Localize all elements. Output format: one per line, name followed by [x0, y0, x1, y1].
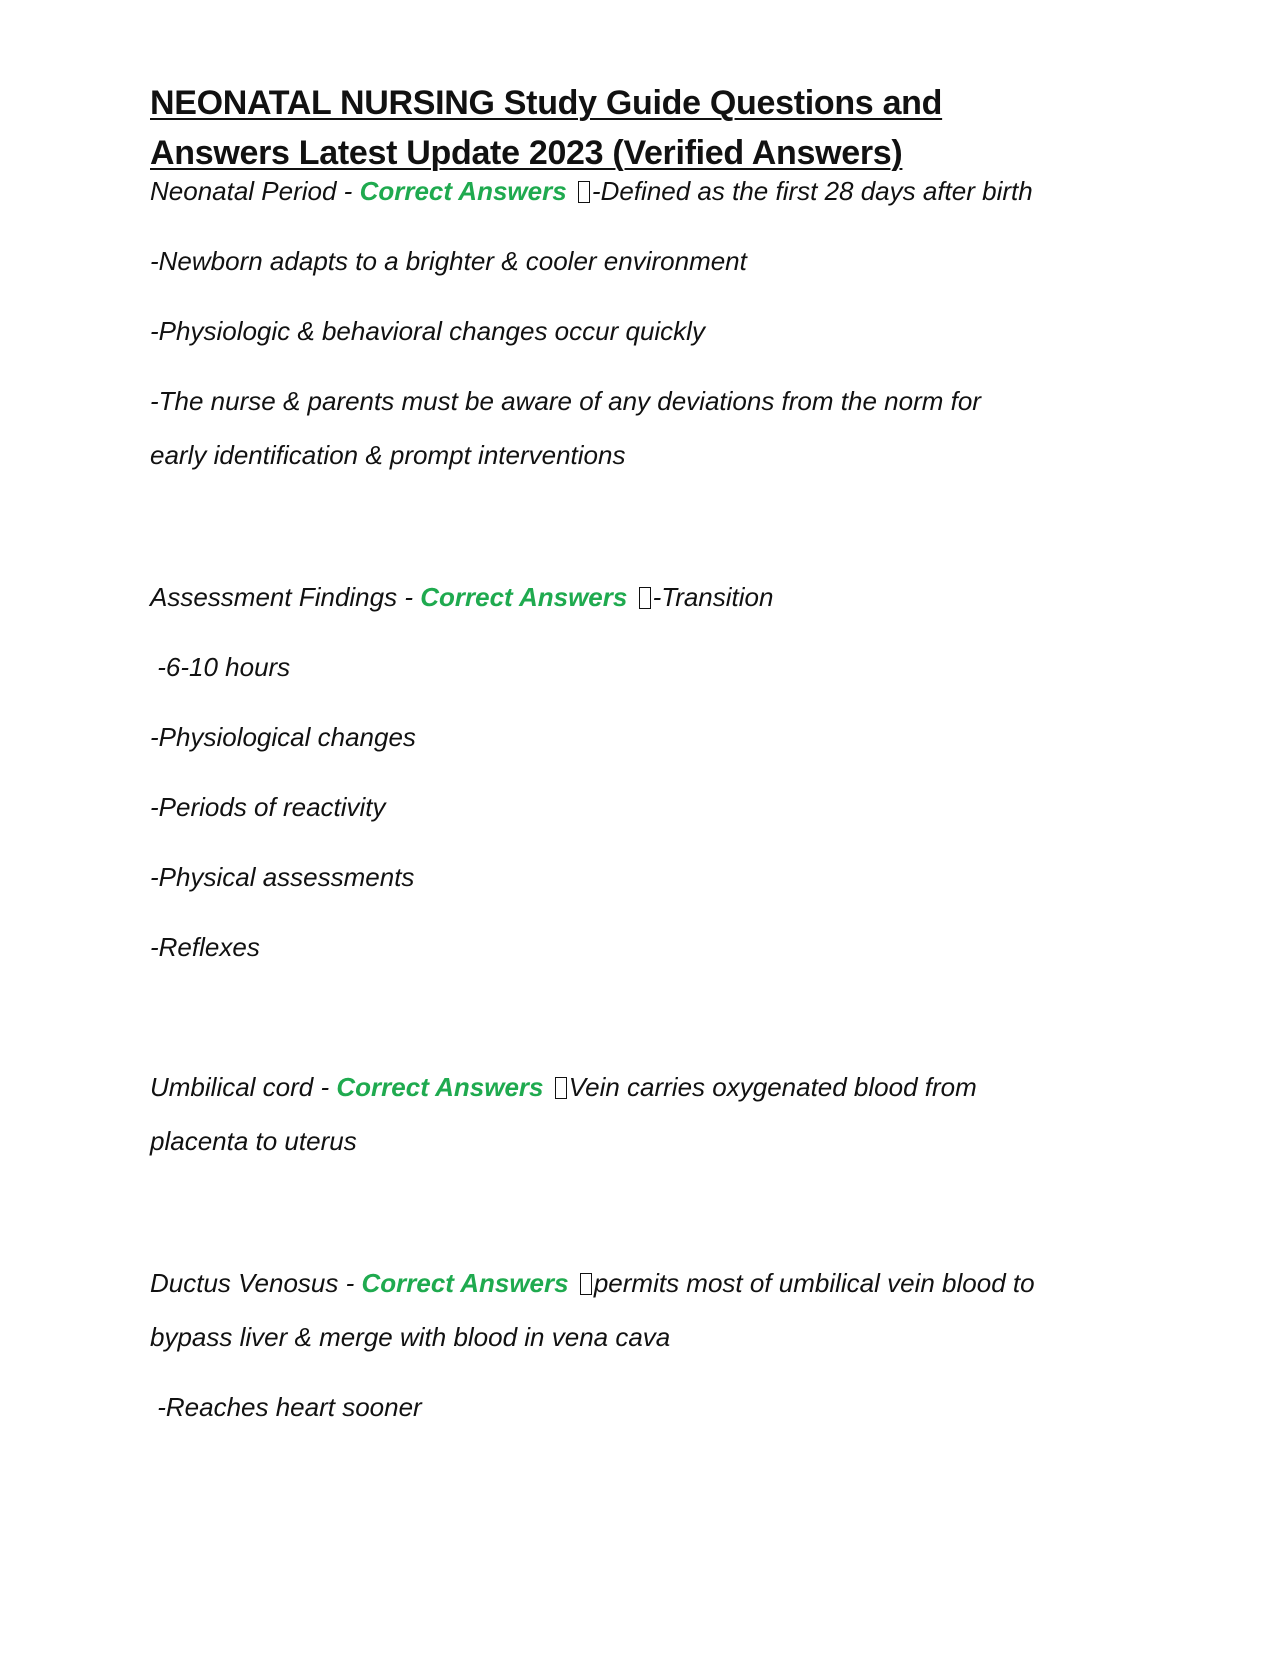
list-item: -Physiologic & behavioral changes occur quickly [150, 316, 705, 346]
answer-text: -Defined as the first 28 days after birth [591, 176, 1033, 206]
list-item: bypass liver & merge with blood in vena cava [150, 1322, 671, 1352]
term: Umbilical cord - [150, 1072, 337, 1102]
answer-text: permits most of umbilical vein blood to [593, 1268, 1035, 1298]
list-item: early identification & prompt interventions [150, 440, 626, 470]
list-item: -The nurse & parents must be aware of any deviations from the norm for [150, 386, 981, 416]
term: Assessment Findings - [150, 582, 421, 612]
correct-answers-label: Correct Answers [336, 1072, 544, 1102]
list-item: -6-10 hours [150, 652, 291, 682]
checkbox-glyph-icon [639, 587, 651, 609]
section-ductus-venosus-heading [150, 1266, 1035, 1300]
checkbox-glyph-icon [580, 1273, 592, 1295]
list-item: -Reaches heart sooner [150, 1392, 422, 1422]
correct-answers-label: Correct Answers [361, 1268, 569, 1298]
correct-answers-label: Correct Answers [420, 582, 628, 612]
document-title [150, 78, 1130, 178]
section-neonatal-period-heading [150, 174, 1033, 208]
checkbox-glyph-icon [555, 1077, 567, 1099]
document-page [150, 78, 1130, 1422]
checkbox-glyph-icon [578, 181, 590, 203]
title-line-2: Answers Latest Update 2023 (Verified Answers) [150, 134, 903, 172]
answer-text: Vein carries oxygenated blood from [568, 1072, 977, 1102]
title-line-1: NEONATAL NURSING Study Guide Questions and [150, 84, 943, 122]
section-assessment-findings-heading [150, 580, 773, 614]
correct-answers-label: Correct Answers [359, 176, 567, 206]
list-item: -Reflexes [150, 932, 260, 962]
list-item: -Physiological changes [150, 722, 416, 752]
term: Neonatal Period - [150, 176, 360, 206]
list-item: placenta to uterus [150, 1126, 357, 1156]
section-umbilical-cord-heading [150, 1070, 977, 1104]
answer-text: -Transition [652, 582, 774, 612]
list-item: -Physical assessments [150, 862, 415, 892]
term: Ductus Venosus - [150, 1268, 362, 1298]
list-item: -Periods of reactivity [150, 792, 386, 822]
list-item: -Newborn adapts to a brighter & cooler environment [150, 246, 747, 276]
